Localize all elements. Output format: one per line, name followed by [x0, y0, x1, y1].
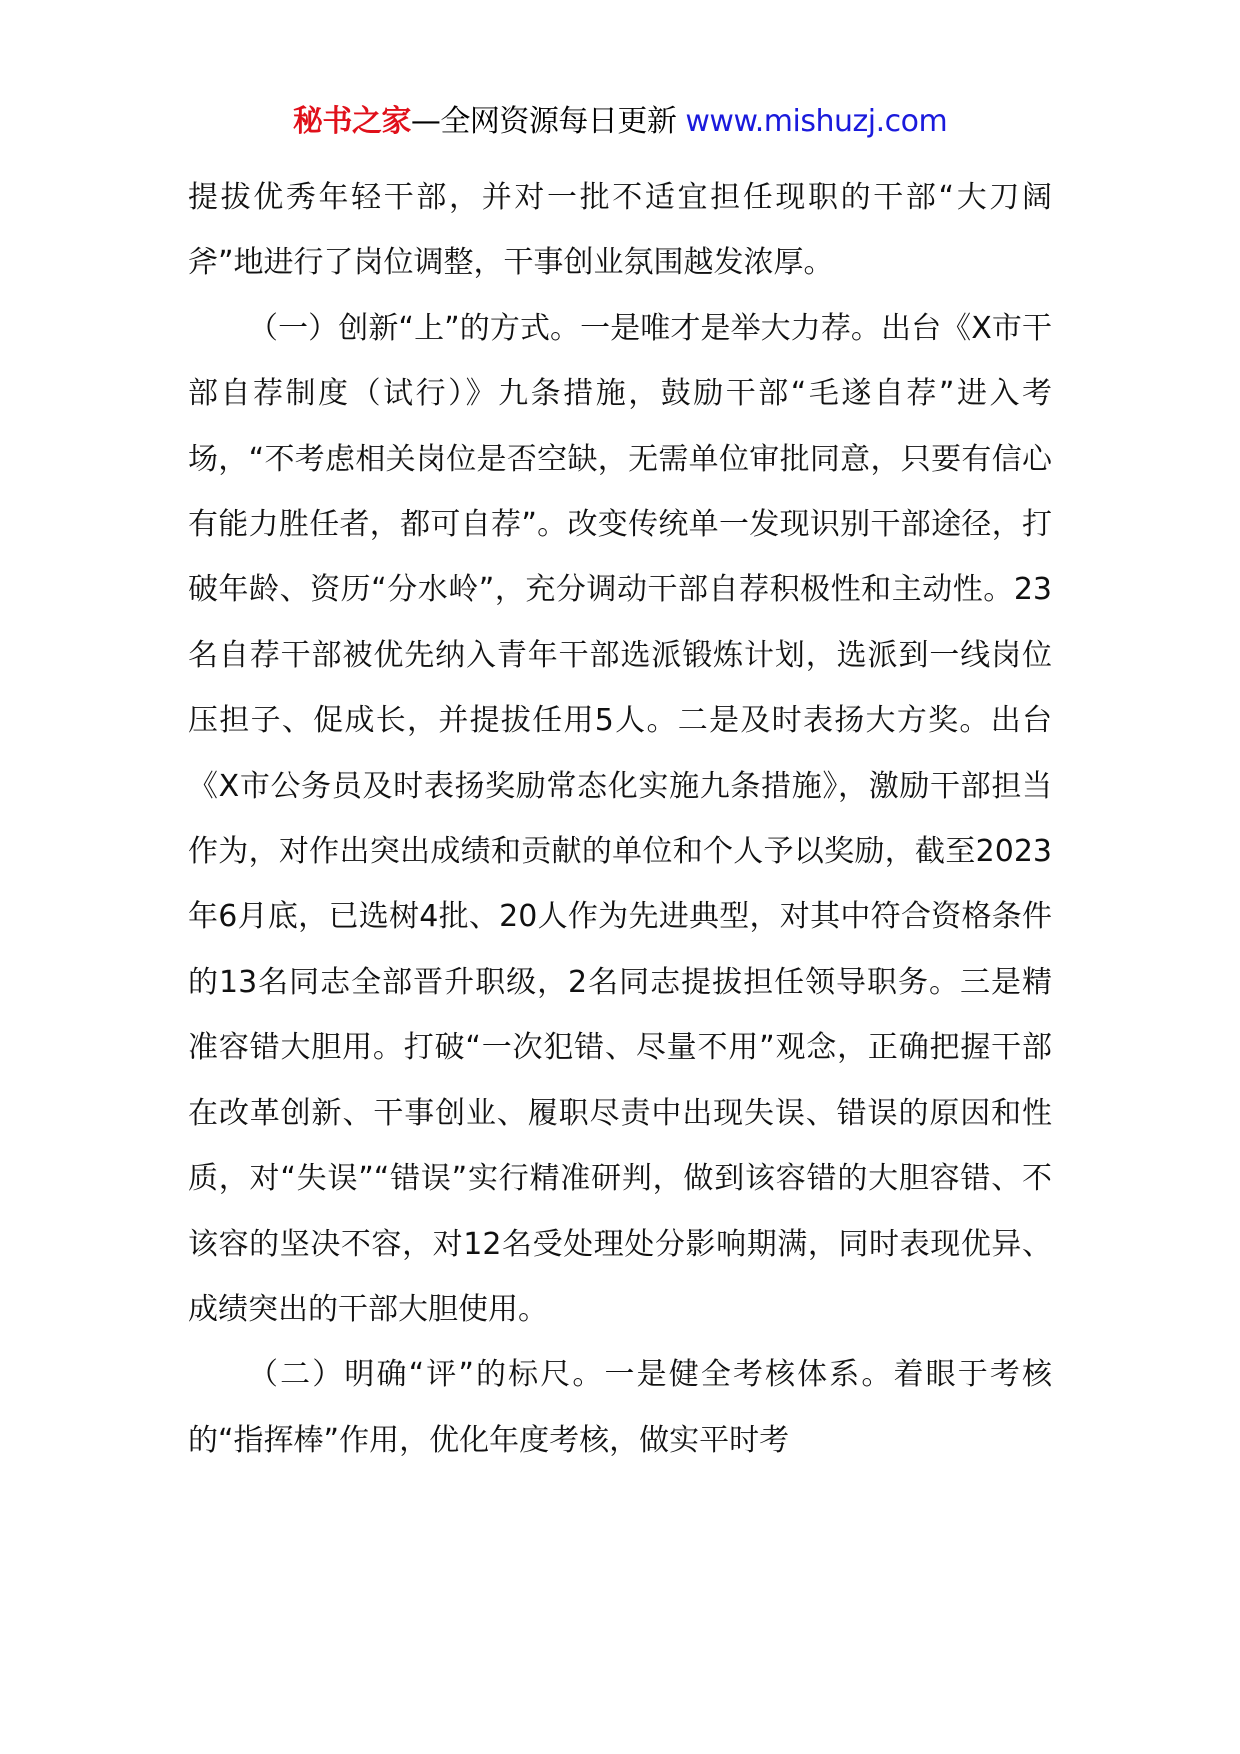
document-body	[188, 165, 1052, 1473]
brand-name: 秘书之家	[292, 104, 411, 139]
page-header	[0, 100, 1240, 144]
paragraph-section-two: （二）明确“评”的标尺。一是健全考核体系。着眼于考核的“指挥棒”作用，优化年度考核，做实平时考	[188, 1357, 1052, 1458]
paragraph-section-one: （一）创新“上”的方式。一是唯才是举大力荐。出台《X市干部自荐制度（试行）》九条措施，鼓励干部“毛遂自荐”进入考场，“不考虑相关岗位是否空缺，无需单位审批同意，只要有信心有能力胜任者，都可自荐”。改变传统单一发现识别干部途径，打破年龄、资历“分水岭”，充分调动干部自荐积极性和主动性。23名自荐干部被优先纳入青年干部选派锻炼计划，选派到一线岗位压担子、促成长，并提拔任用5人。二是及时表扬大方奖。出台《X市公务员及时表扬奖励常态化实施九条措施》，激励干部担当作为，对作出突出成绩和贡献的单位和个人予以奖励，截至2023年6月底，已选树4批、20人作为先进典型，对其中符合资格条件的13名同志全部晋升职级，2名同志提拔担任领导职务。三是精准容错大胆用。打破“一次犯错、尽量不用”观念，正确把握干部在改革创新、干事创业、履职尽责中出现失误、错误的原因和性质，对“失误”“错误”实行精准研判，做到该容错的大胆容错、不该容的坚决不容，对12名受处理处分影响期满，同时表现优异、成绩突出的干部大胆使用。	[188, 310, 1052, 1327]
paragraph-continuation: 提拔优秀年轻干部，并对一批不适宜担任现职的干部“大刀阔斧”地进行了岗位调整，干事创业氛围越发浓厚。	[188, 180, 1052, 281]
website-link[interactable]: www.mishuzj.com	[685, 104, 948, 139]
header-slogan: —全网资源每日更新	[410, 104, 686, 139]
